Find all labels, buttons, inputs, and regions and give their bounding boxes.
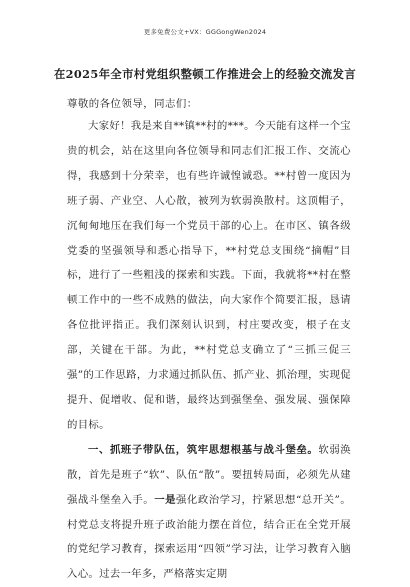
greeting: 尊敬的各位领导，同志们： (67, 98, 198, 110)
section-heading: 一、抓班子带队伍，筑牢思想根基与战斗堡垒。 (88, 443, 319, 456)
document-body (67, 114, 351, 587)
section-text-2: 强化政治学习，拧紧思想“总开关”。村党总支将提升班子政治能力摆在首位，结合正在全党开展的党纪学习教育，探索运用“四领”学习法，让学习教育入脑入心。过去一年多，严格落实定期 (67, 493, 351, 581)
header-note: 更多免费公文+VX：GGGongWen2024 (143, 28, 267, 36)
paragraph-section-1 (67, 438, 351, 587)
paragraph-intro: 大家好！我是来自**镇**村的***。今天能有这样一个宝贵的机会，站在这里向各位领导和同志们汇报工作、交流心得，我感到十分荣幸，也有些许诚惶诚恐。**村曾一度因为班子弱、产业空、人心散，被列为软弱涣散村。这顶帽子，沉甸甸地压在我们每一个党员干部的心上。在市区、镇各级党委的坚强领导和悉心指导下，**村党总支围绕“摘帽”目标，进行了一些粗浅的探索和实践。下面，我就将**村在整顿工作中的一些不成熟的做法，向大家作个简要汇报，恳请各位批评指正。我们深刻认识到，村庄要改变，根子在支部，关键在干部。为此，**村党总支确立了“三抓三促三强”的工作思路，力求通过抓队伍、抓产业、抓治理，实现促提升、促增收、促和谐，最终达到强堡垒、强发展、强保障的目标。 (67, 120, 351, 431)
page-title: 在2025年全市村党组织整顿工作推进会上的经验交流发言 (53, 67, 357, 81)
section-text: 软弱涣散，首先是班子“软”、队伍“散”。要扭转局面，必须先从建强战斗堡垒入手。 (67, 443, 351, 506)
section-lead: 一是 (154, 493, 177, 506)
